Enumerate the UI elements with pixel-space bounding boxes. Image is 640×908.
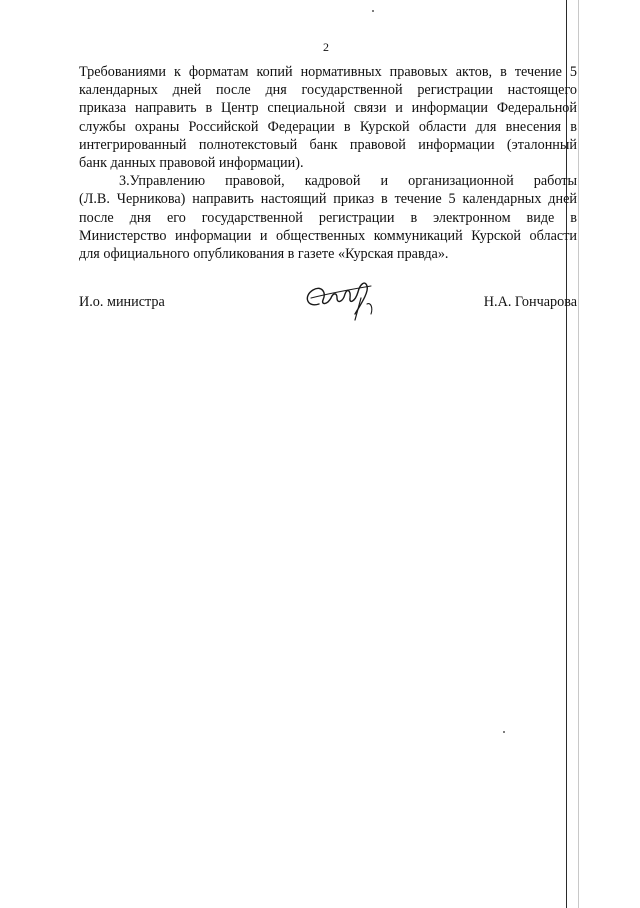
handwritten-signature [297, 274, 387, 326]
text-line: для официального опубликования в газете «Курская правда». [79, 246, 449, 263]
signatory-position: И.о. министра [79, 294, 165, 310]
document-body [79, 63, 577, 263]
text-line: 3.Управлению правовой, кадровой и организационной работы [119, 173, 577, 190]
text-line: службы охраны Российской Федерации в Курской области для внесения в [79, 118, 577, 135]
text-line: (Л.В. Черникова) направить настоящий приказ в течение 5 календарных дней [79, 191, 577, 208]
paragraph-item-3 [79, 172, 577, 263]
text-line: банк данных правовой информации). [79, 155, 304, 172]
scan-speck [503, 731, 505, 733]
page-number: 2 [323, 40, 329, 54]
text-line: Требованиями к форматам копий нормативных правовых актов, в течение 5 [79, 64, 577, 80]
signature-block [79, 292, 577, 332]
text-line: интегрированный полнотекстовый банк правовой информации (эталонный [79, 136, 577, 153]
scan-edge-line-faint [578, 0, 579, 908]
text-line: приказа направить в Центр специальной связи и информации Федеральной [79, 100, 577, 117]
text-line: после дня его государственной регистрации в электронном виде в [79, 209, 577, 226]
scan-speck [372, 10, 374, 12]
paragraph-continuation [79, 63, 577, 172]
text-line: календарных дней после дня государственной регистрации настоящего [79, 82, 577, 99]
text-line: Министерство информации и общественных коммуникаций Курской области [79, 227, 577, 244]
signatory-name: Н.А. Гончарова [483, 294, 577, 310]
